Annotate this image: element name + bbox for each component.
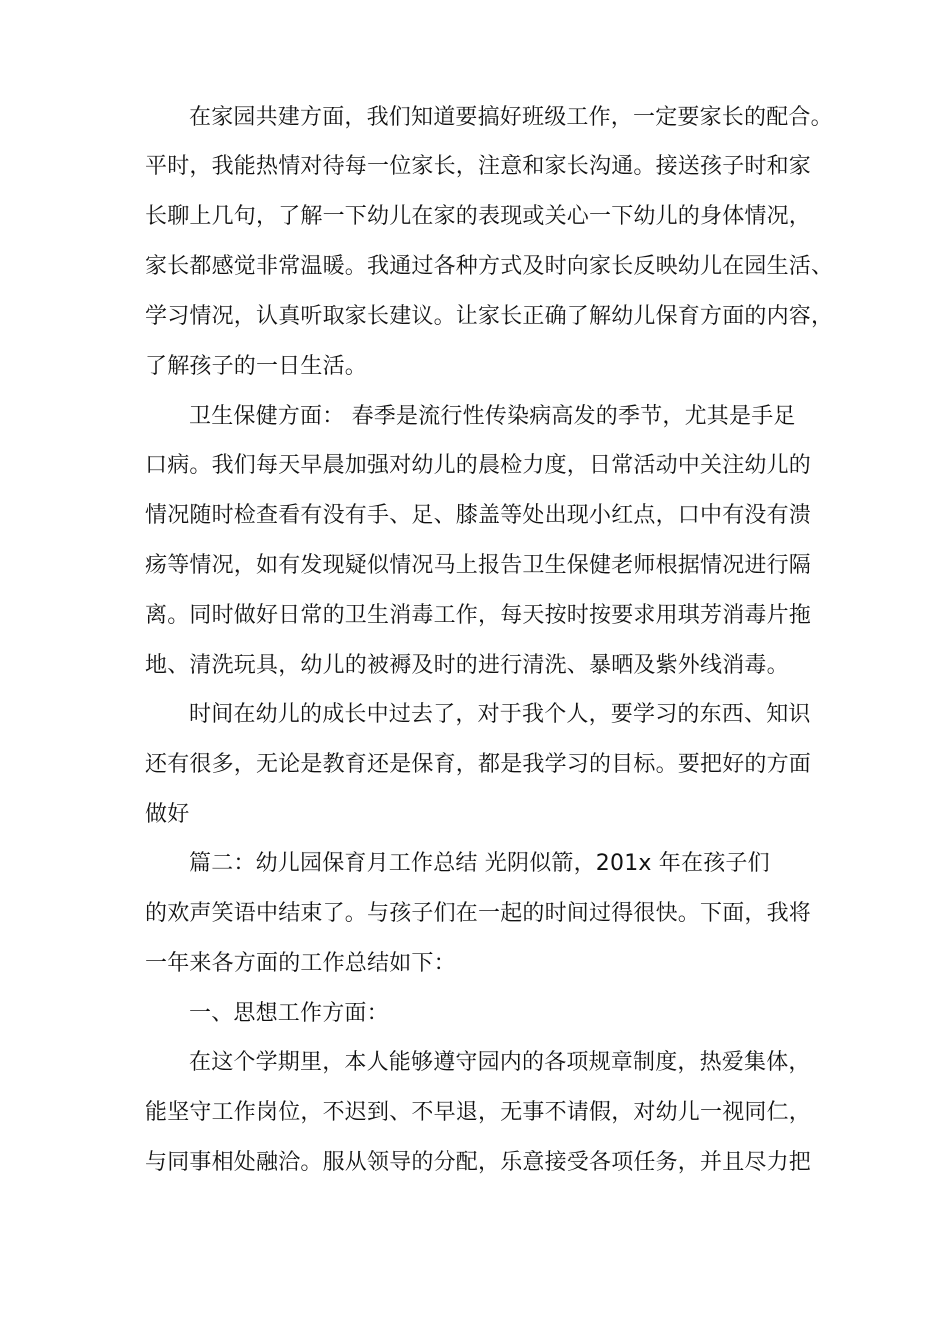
section-heading: 一、思想工作方面： xyxy=(189,1001,389,1026)
paragraph-line: 地、清洗玩具，幼儿的被褥及时的进行清洗、暴晒及紫外线消毒。 xyxy=(145,653,789,678)
paragraph-line: 离。同时做好日常的卫生消毒工作，每天按时按要求用琪芳消毒片拖 xyxy=(145,603,812,628)
paragraph-line: 的欢声笑语中结束了。与孩子们在一起的时间过得很快。下面，我将 xyxy=(145,901,812,926)
paragraph-line: 了解孩子的一日生活。 xyxy=(145,354,368,379)
paragraph-line: 疡等情况，如有发现疑似情况马上报告卫生保健老师根据情况进行隔 xyxy=(145,553,812,578)
paragraph-line: 还有很多，无论是教育还是保育，都是我学习的目标。要把好的方面 xyxy=(145,752,812,777)
paragraph-line: 能坚守工作岗位，不迟到、不早退，无事不请假，对幼儿一视同仁， xyxy=(145,1100,812,1125)
paragraph-line: 时间在幼儿的成长中过去了，对于我个人，要学习的东西、知识 xyxy=(189,702,811,727)
paragraph-line: 学习情况，认真听取家长建议。让家长正确了解幼儿保育方面的内容， xyxy=(145,304,834,329)
paragraph-line: 在家园共建方面，我们知道要搞好班级工作，一定要家长的配合。 xyxy=(189,105,833,130)
paragraph-line: 与同事相处融洽。服从领导的分配，乐意接受各项任务，并且尽力把 xyxy=(145,1150,812,1175)
paragraph-line: 家长都感觉非常温暖。我通过各种方式及时向家长反映幼儿在园生活、 xyxy=(145,254,834,279)
paragraph-line: 口病。我们每天早晨加强对幼儿的晨检力度，日常活动中关注幼儿的 xyxy=(145,453,812,478)
paragraph-line: 做好 xyxy=(145,802,190,827)
paragraph-line: 平时，我能热情对待每一位家长，注意和家长沟通。接送孩子时和家 xyxy=(145,154,812,179)
paragraph-line: 篇二：幼儿园保育月工作总结 光阴似箭，201x 年在孩子们 xyxy=(189,851,770,876)
paragraph-line: 情况随时检查看有没有手、足、膝盖等处出现小红点，口中有没有溃 xyxy=(145,503,812,528)
paragraph-line: 卫生保健方面： 春季是流行性传染病高发的季节，尤其是手足 xyxy=(189,404,796,429)
paragraph-line: 一年来各方面的工作总结如下： xyxy=(145,951,456,976)
paragraph-line: 在这个学期里，本人能够遵守园内的各项规章制度，热爱集体， xyxy=(189,1050,811,1075)
paragraph-line: 长聊上几句，了解一下幼儿在家的表现或关心一下幼儿的身体情况， xyxy=(145,204,812,229)
